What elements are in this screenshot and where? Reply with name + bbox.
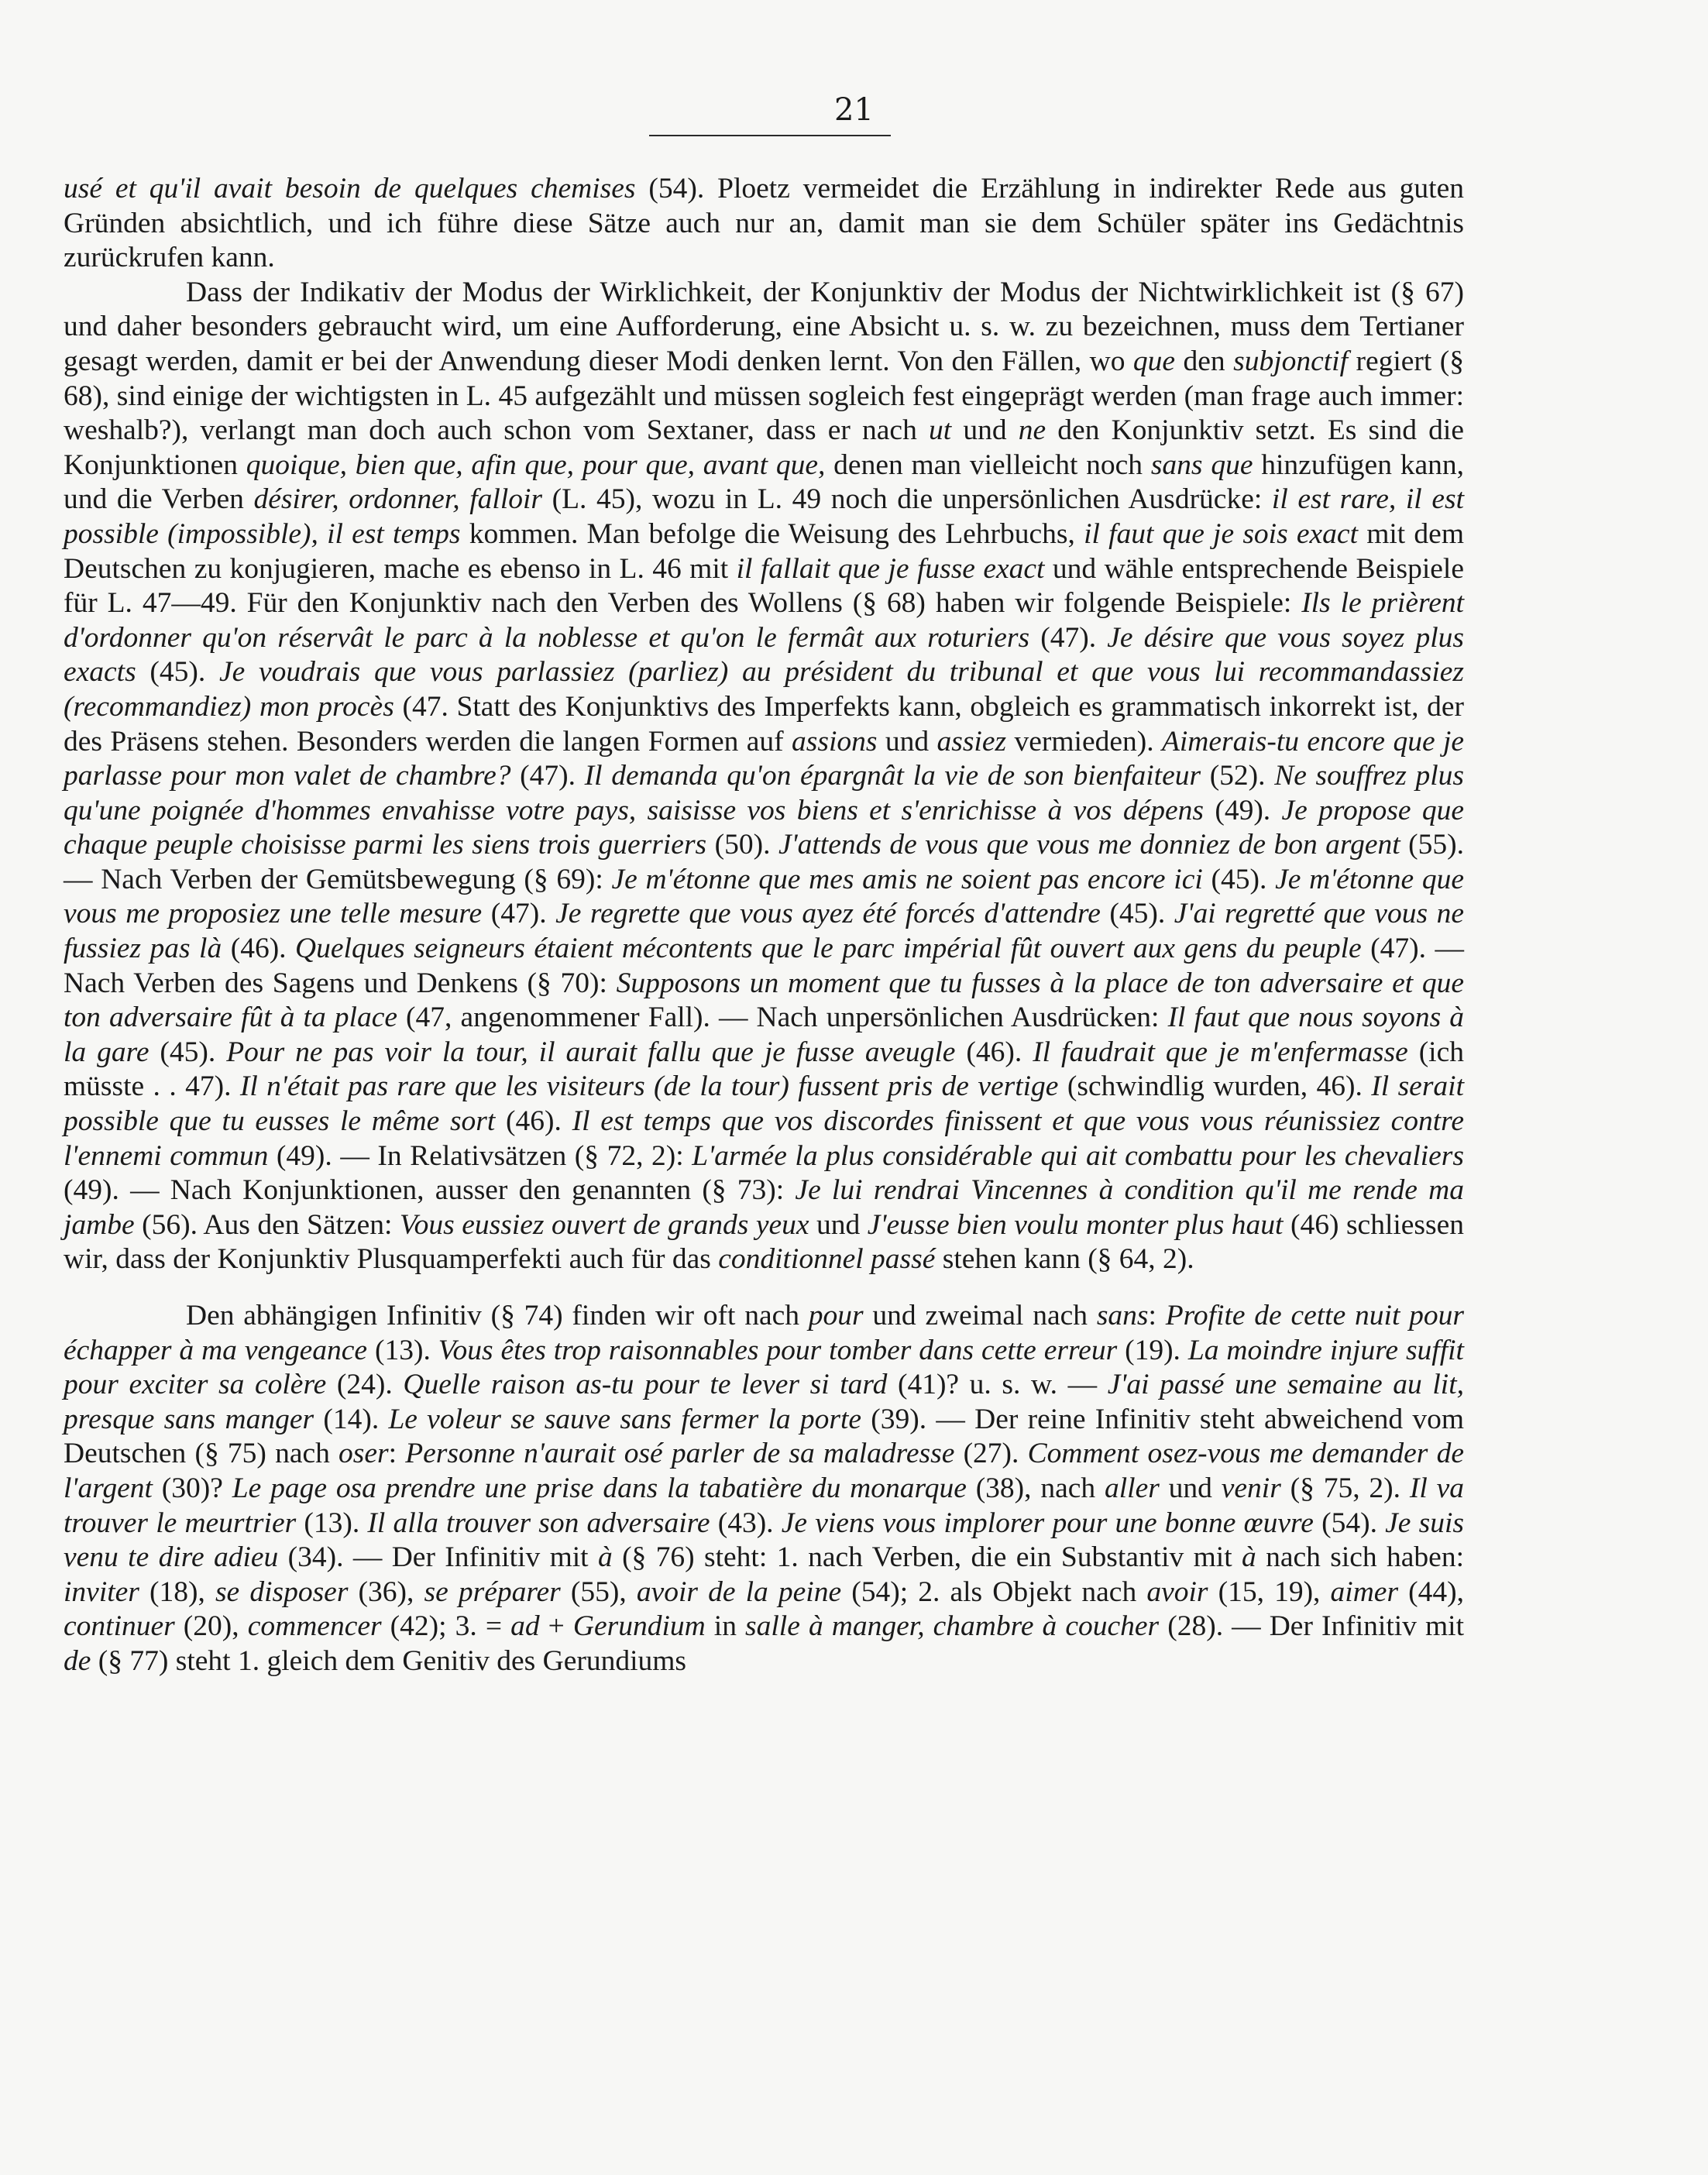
italic-text: J'ai passé une semaine au lit, presque sans manger [64, 1369, 1465, 1435]
text-run: und [951, 414, 1019, 447]
italic-text: quoique, bien que, afin que, pour que, avant que, [246, 448, 826, 481]
text-run: Dass der Indikativ der Modus der Wirklichkeit, der Konjunktiv der Modus der Nichtwirklichkeit ist (§ 67) und daher besonders gebraucht wird, um eine Aufforderung, eine Absicht u. s. w. zu bezeichnen, muss dem Tertianer gesagt werden, damit er bei der Anwendung dieser Modi denken lernt. Von den Fällen, wo [64, 276, 1464, 377]
italic-text: avoir de la peine [636, 1575, 842, 1608]
italic-text: sans que [1150, 448, 1253, 481]
italic-text: conditionnel passé [718, 1243, 936, 1276]
paragraph [64, 276, 1464, 1277]
text-run: (20), [174, 1610, 248, 1643]
italic-text: Je propose que chaque peuple choisisse parmi les siens trois guerriers [64, 794, 1464, 861]
text-run: (§ 76) steht: 1. nach Verben, die ein Substantiv mit [612, 1541, 1242, 1574]
italic-text: inviter [64, 1575, 139, 1608]
text-run: (38), nach [966, 1472, 1105, 1504]
italic-text: J'eusse bien voulu monter plus haut [867, 1208, 1284, 1241]
page-number: 21 [834, 92, 874, 128]
italic-text: pour [808, 1300, 864, 1331]
text-run: und zweimal nach [863, 1300, 1097, 1331]
italic-text: assiez [936, 725, 1007, 758]
text-run: und [1159, 1472, 1222, 1504]
text-run: (schwindlig wurden, 46). [1058, 1070, 1372, 1103]
text-run: (34). — Der Infinitiv mit [278, 1541, 598, 1574]
text-run: (45). [1202, 863, 1276, 895]
text-run: (45). [1100, 898, 1174, 930]
text-run: nach sich haben: [1256, 1541, 1464, 1574]
text-run: und [809, 1208, 868, 1241]
text-run: (49). — Nach Konjunktionen, ausser den genannten (§ 73): [64, 1174, 796, 1207]
italic-text: Il va trouver le meurtrier [64, 1472, 1465, 1539]
text-run: (55), [560, 1575, 637, 1608]
italic-text: avoir [1146, 1575, 1208, 1608]
italic-text: il fallait que je fusse exact [736, 552, 1045, 585]
text-run: (§ 77) steht 1. gleich dem Genitiv des Gerundiums [91, 1644, 687, 1677]
text-run: mit dem Deutschen zu konjugieren, mache es ebenso in L. 46 mit [64, 517, 1464, 585]
italic-text: commencer [247, 1610, 382, 1643]
italic-text: il est rare, il est possible (impossible), il est temps [64, 483, 1464, 550]
text-run: Den abhängigen Infinitiv (§ 74) finden wir oft nach [186, 1300, 809, 1331]
italic-text: Je désire que vous soyez plus exacts [64, 621, 1464, 689]
italic-text: subjonctif [1233, 345, 1349, 377]
text-run: (42); 3. = [381, 1610, 511, 1643]
text-run: (27). [954, 1438, 1028, 1470]
italic-text: Gerundium [572, 1610, 706, 1643]
text-run: (ich müsste . . 47). [64, 1036, 1464, 1103]
italic-text: Aimerais-tu encore que je parlasse pour mon valet de chambre? [64, 725, 1465, 792]
text-run: (39). — Der reine Infinitiv steht abweichend vom Deutschen (§ 75) nach [64, 1403, 1464, 1470]
italic-text: que [1132, 345, 1176, 377]
italic-text: venir [1221, 1472, 1281, 1504]
italic-text: Comment osez-vous me demander de l'argent [64, 1438, 1464, 1504]
italic-text: Je regrette que vous ayez été forcés d'attendre [555, 898, 1101, 930]
text-run: + [539, 1610, 573, 1643]
italic-text: se préparer [424, 1575, 561, 1608]
italic-text: Quelle raison as-tu pour te lever si tard [403, 1369, 888, 1401]
text-run: (44), [1398, 1575, 1465, 1608]
italic-text: J'ai regretté que vous ne fussiez pas là [64, 898, 1464, 965]
text-run: (18), [139, 1575, 215, 1608]
italic-text: ut [928, 414, 952, 447]
italic-text: Il demanda qu'on épargnât la vie de son bienfaiteur [584, 760, 1201, 792]
text-run: (47). [482, 898, 556, 930]
text-run: den Konjunktiv setzt. Es sind die Konjunktionen [64, 414, 1464, 481]
italic-text: Je lui rendrai Vincennes à condition qu'il me rende ma jambe [64, 1174, 1465, 1241]
italic-text: Il est temps que vos discordes finissent et que vous vous réunissiez contre l'ennemi commun [64, 1105, 1464, 1172]
header-rule [649, 135, 891, 136]
italic-text: aimer [1330, 1575, 1399, 1608]
text-run: (13). [296, 1507, 368, 1539]
text-run: (45). [136, 656, 219, 689]
italic-text: à [1242, 1541, 1256, 1574]
text-run: (46) schliessen wir, dass der Konjunktiv Plusquamperfekti auch für das [64, 1208, 1465, 1276]
italic-text: J'attends de vous que vous me donniez de bon argent [778, 829, 1400, 861]
italic-text: continuer [64, 1610, 175, 1643]
italic-text: Personne n'aurait osé parler de sa maladresse [405, 1438, 955, 1470]
text-run: (55). — Nach Verben der Gemütsbewegung (§ 69): [64, 829, 1465, 895]
italic-text: La moindre injure suffit pour exciter sa colère [64, 1334, 1464, 1401]
text-run: (56). Aus den Sätzen: [134, 1208, 400, 1241]
text-run: (46). [495, 1105, 572, 1138]
text-run: in [705, 1610, 746, 1643]
text-run: (46). [955, 1036, 1033, 1068]
italic-text: Il n'était pas rare que les visiteurs (de la tour) fussent pris de vertige [239, 1070, 1059, 1103]
italic-text: L'armée la plus considérable qui ait combattu pour les chevaliers [692, 1139, 1464, 1172]
text-run: (L. 45), wozu in L. 49 noch die unpersönlichen Ausdrücke: [542, 483, 1272, 516]
italic-text: Le page osa prendre une prise dans la tabatière du monarque [232, 1472, 967, 1504]
italic-text: Le voleur se sauve sans fermer la porte [388, 1403, 862, 1435]
italic-text: salle à manger, chambre à coucher [745, 1610, 1160, 1643]
text-run: (47). [510, 760, 585, 792]
italic-text: se disposer [215, 1575, 349, 1608]
text-run: (52). [1201, 760, 1275, 792]
italic-text: assions [792, 725, 878, 758]
text-run: (41)? u. s. w. — [887, 1369, 1108, 1401]
italic-text: sans [1096, 1300, 1149, 1331]
italic-text: Il alla trouver son adversaire [367, 1507, 710, 1539]
italic-text: Il faut que nous soyons à la gare [64, 1002, 1464, 1068]
text-run: (47, angenommener Fall). — Nach unpersönlichen Ausdrücken: [397, 1002, 1168, 1034]
italic-text: ad [510, 1610, 540, 1643]
italic-text: Ils le prièrent d'ordonner qu'on réservât le parc à la noblesse et qu'on le fermât aux roturiers [64, 587, 1465, 654]
italic-text: Vous êtes trop raisonnables pour tomber dans cette erreur [438, 1334, 1118, 1366]
paragraph [64, 172, 1464, 276]
italic-text: aller [1105, 1472, 1160, 1504]
italic-text: désirer, ordonner, falloir [253, 483, 543, 516]
italic-text: Je suis venu te dire adieu [64, 1507, 1464, 1574]
text-run: : [388, 1438, 406, 1470]
italic-text: de [64, 1644, 91, 1677]
text-run: (24). [326, 1369, 404, 1401]
text-run: : [1148, 1300, 1166, 1331]
text-run: kommen. Man befolge die Weisung des Lehrbuchs, [460, 517, 1084, 550]
text-run: (47. Statt des Konjunktivs des Imperfekts kann, obgleich es grammatisch inkorrekt ist, der des Präsens stehen. Besonders werden die langen Formen auf [64, 690, 1464, 758]
text-run: stehen kann (§ 64, 2). [935, 1243, 1194, 1276]
text-run: (47). — Nach Verben des Sagens und Denkens (§ 70): [64, 933, 1465, 999]
body-text [64, 172, 1464, 1679]
text-run: (54). Ploetz vermeidet die Erzählung in indirekter Rede aus guten Gründen absichtlich, und ich führe diese Sätze auch nur an, damit man sie dem Schüler später ins Gedächtnis zurückrufen kann. [64, 173, 1464, 274]
italic-text: Je voudrais que vous parlassiez (parliez) au président du tribunal et que vous lui recommandassiez (recommandiez) mon procès [64, 656, 1464, 723]
italic-text: Il serait possible que tu eusses le même sort [64, 1070, 1465, 1138]
italic-text: Supposons un moment que tu fusses à la place de ton adversaire et que ton adversaire fût à ta place [64, 967, 1464, 1034]
text-run: (19). [1117, 1334, 1188, 1366]
italic-text: usé et qu'il avait besoin de quelques chemises [64, 173, 636, 204]
italic-text: Vous eussiez ouvert de grands yeux [399, 1208, 809, 1241]
text-run: denen man vielleicht noch [825, 448, 1151, 481]
paragraph [64, 1299, 1464, 1679]
text-run: (49). [1204, 794, 1282, 826]
text-run: den [1175, 345, 1234, 377]
text-run: (50). [706, 829, 778, 861]
italic-text: Pour ne pas voir la tour, il aurait fallu que je fusse aveugle [226, 1036, 956, 1068]
text-run: (54). [1313, 1507, 1386, 1539]
text-run: und wähle entsprechende Beispiele für L. 47—49. Für den Konjunktiv nach den Verben des Wollens (§ 68) haben wir folgende Beispiele: [64, 552, 1464, 620]
text-run: vermieden). [1006, 725, 1162, 758]
text-run: (§ 75, 2). [1280, 1472, 1410, 1504]
italic-text: Je m'étonne que mes amis ne soient pas encore ici [611, 863, 1203, 895]
italic-text: à [597, 1541, 613, 1574]
text-run: hinzufügen kann, und die Verben [64, 448, 1465, 516]
italic-text: Quelques seigneurs étaient mécontents que le parc impérial fût ouvert aux gens du peuple [295, 933, 1362, 965]
text-run: (49). — In Relativsätzen (§ 72, 2): [268, 1139, 692, 1172]
italic-text: Profite de cette nuit pour échapper à ma vengeance [64, 1300, 1465, 1366]
italic-text: Il faudrait que je m'enfermasse [1033, 1036, 1408, 1068]
text-run: (47). [1029, 621, 1108, 654]
text-run: (14). [314, 1403, 389, 1435]
text-run: regiert (§ 68), sind einige der wichtigsten in L. 45 aufgezählt und müssen sogleich fest eingeprägt werden (man frage auch immer: weshalb?), verlangt man doch auch schon vom Sextaner, dass er nach [64, 345, 1464, 447]
text-run: (13). [367, 1334, 438, 1366]
text-run: und [877, 725, 937, 758]
italic-text: Ne souffrez plus qu'une poignée d'hommes envahisse votre pays, saisisse vos biens et s'enrichisse à vos dépens [64, 760, 1464, 826]
italic-text: Je viens vous implorer pour une bonne œuvre [781, 1507, 1314, 1539]
italic-text: Je m'étonne que vous me proposiez une telle mesure [64, 863, 1464, 930]
text-run: (15, 19), [1208, 1575, 1331, 1608]
text-run: (36), [348, 1575, 424, 1608]
text-run: (45). [149, 1036, 227, 1068]
text-run: (54); 2. als Objekt nach [841, 1575, 1147, 1608]
text-run: (43). [710, 1507, 782, 1539]
italic-text: ne [1018, 414, 1046, 447]
text-run: (46). [222, 933, 296, 965]
italic-text: oser [339, 1438, 389, 1470]
text-run: (28). — Der Infinitiv mit [1159, 1610, 1464, 1643]
text-run: (30)? [152, 1472, 232, 1504]
italic-text: il faut que je sois exact [1084, 517, 1358, 550]
